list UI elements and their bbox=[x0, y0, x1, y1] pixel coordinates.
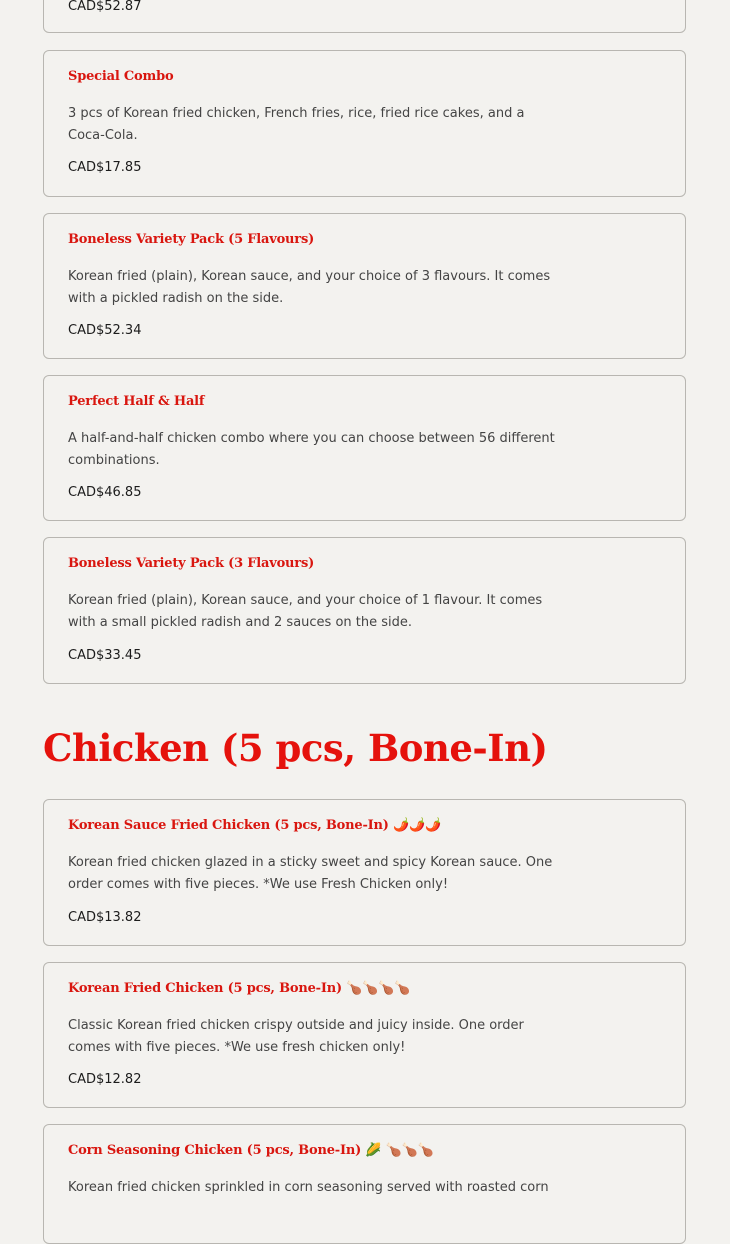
menu-item-card[interactable] bbox=[43, 1124, 686, 1244]
item-description: Korean fried (plain), Korean sauce, and your choice of 3 flavours. It comes with a pickled radish on the side. bbox=[68, 269, 551, 306]
item-description: Korean fried (plain), Korean sauce, and your choice of 1 flavour. It comes with a small pickled radish and 2 sauces on the side. bbox=[68, 593, 543, 630]
item-title: Boneless Variety Pack (3 Flavours) bbox=[68, 556, 315, 571]
item-price: CAD$17.85 bbox=[68, 160, 142, 175]
item-title: Boneless Variety Pack (5 Flavours) bbox=[68, 232, 315, 247]
item-title: Korean Sauce Fried Chicken (5 pcs, Bone-In) 🌶️🌶️🌶️ bbox=[68, 818, 442, 833]
item-title: Korean Fried Chicken (5 pcs, Bone-In) 🍗🍗🍗🍗 bbox=[68, 981, 411, 996]
item-description: Korean fried chicken glazed in a sticky sweet and spicy Korean sauce. One order comes with five pieces. *We use Fresh Chicken only! bbox=[68, 855, 553, 892]
item-description: 3 pcs of Korean fried chicken, French fries, rice, fried rice cakes, and a Coca-Cola. bbox=[68, 106, 525, 143]
item-price: CAD$33.45 bbox=[68, 648, 142, 663]
item-price: CAD$12.82 bbox=[68, 1072, 142, 1087]
menu-item-card[interactable] bbox=[43, 799, 686, 946]
menu-item-card[interactable] bbox=[43, 537, 686, 684]
item-description: A half-and-half chicken combo where you can choose between 56 different combinations. bbox=[68, 431, 555, 468]
item-price: CAD$46.85 bbox=[68, 485, 142, 500]
menu-item-card[interactable] bbox=[43, 375, 686, 521]
item-description: Classic Korean fried chicken crispy outside and juicy inside. One order comes with five pieces. *We use fresh chicken only! bbox=[68, 1018, 524, 1055]
item-price: CAD$52.34 bbox=[68, 323, 142, 338]
item-price: CAD$13.82 bbox=[68, 910, 142, 925]
item-title: Special Combo bbox=[68, 69, 174, 84]
menu-item-card[interactable] bbox=[43, 50, 686, 197]
item-price: CAD$52.87 bbox=[68, 0, 142, 14]
menu-item-card[interactable] bbox=[43, 962, 686, 1108]
item-title: Corn Seasoning Chicken (5 pcs, Bone-In) 🌽 🍗🍗🍗 bbox=[68, 1143, 434, 1158]
item-description: Korean fried chicken sprinkled in corn seasoning served with roasted corn bbox=[68, 1180, 549, 1195]
menu-item-card[interactable] bbox=[43, 213, 686, 359]
item-title: Perfect Half & Half bbox=[68, 394, 205, 409]
section-heading: Chicken (5 pcs, Bone-In) bbox=[43, 726, 548, 770]
menu-item-card[interactable] bbox=[43, 0, 686, 33]
